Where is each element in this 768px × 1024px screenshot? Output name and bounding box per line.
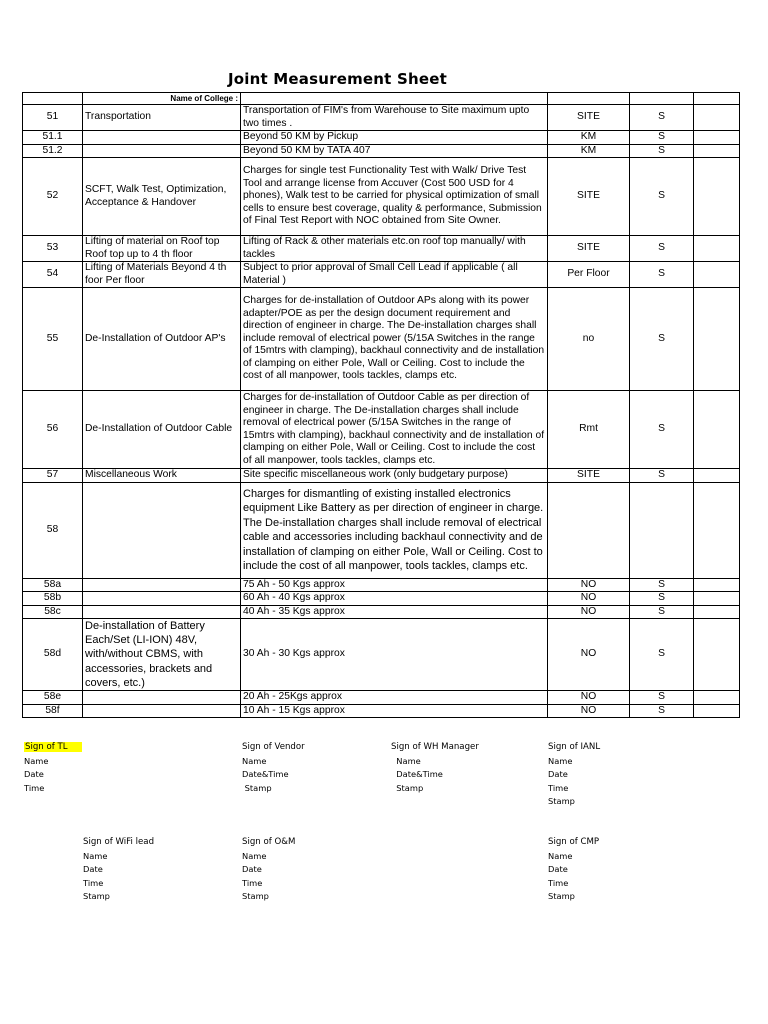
row-extra [694,262,740,288]
table-row [23,288,740,391]
signature-block-cmp [548,836,599,904]
row-unit: NO [548,691,630,705]
row-unit: SITE [548,105,630,131]
row-number: 51.1 [23,131,83,145]
row-code: S [630,391,694,469]
row-unit: KM [548,131,630,145]
signature-title: Sign of IANL [548,742,601,752]
row-item: Lifting of Materials Beyond 4 th foor Per floor [83,262,241,288]
row-number: 57 [23,469,83,483]
signature-field: Stamp [242,782,272,793]
row-extra [694,131,740,145]
row-number: 54 [23,262,83,288]
row-extra [694,691,740,705]
signature-field: Name [24,755,49,766]
page-title: Joint Measurement Sheet [228,70,447,88]
signature-field: Name [242,755,267,766]
table-row [23,578,740,592]
row-extra [694,236,740,262]
row-extra [694,105,740,131]
row-unit: SITE [548,469,630,483]
table-cell [630,93,694,105]
signature-title: Sign of WH Manager [391,742,479,752]
college-value-cell[interactable] [241,93,548,105]
row-extra [694,482,740,578]
table-cell [694,93,740,105]
row-number: 56 [23,391,83,469]
row-extra [694,619,740,691]
row-code [630,482,694,578]
row-number: 52 [23,158,83,236]
signature-block-tl [24,741,82,795]
row-number: 58d [23,619,83,691]
college-label: Name of College : [83,93,241,105]
signature-field: Time [548,877,569,888]
row-code: S [630,144,694,158]
row-number: 55 [23,288,83,391]
row-extra [694,288,740,391]
table-row [23,619,740,691]
table-row [23,592,740,606]
row-unit: SITE [548,158,630,236]
row-extra [694,578,740,592]
row-unit: NO [548,592,630,606]
row-item [83,482,241,578]
signature-field: Stamp [83,891,110,902]
row-item: Lifting of material on Roof top Roof top up to 4 th floor [83,236,241,262]
row-unit: Per Floor [548,262,630,288]
row-unit: no [548,288,630,391]
row-code: S [630,605,694,619]
row-description: Beyond 50 KM by TATA 407 [241,144,548,158]
row-description: Transportation of FIM's from Warehouse to Site maximum upto two times . [241,105,548,131]
row-description: 40 Ah - 35 Kgs approx [241,605,548,619]
row-code: S [630,469,694,483]
row-code: S [630,288,694,391]
row-unit: NO [548,605,630,619]
table-header-row [23,93,740,105]
signature-title: Sign of TL [24,742,82,752]
signature-field: Name [548,755,573,766]
row-description: 75 Ah - 50 Kgs approx [241,578,548,592]
row-description: Lifting of Rack & other materials etc.on roof top manually/ with tackles [241,236,548,262]
row-item: SCFT, Walk Test, Optimization, Acceptance & Handover [83,158,241,236]
signature-title: Sign of WiFi lead [83,837,155,847]
signature-field: Date&Time [391,769,443,780]
row-extra [694,144,740,158]
row-code: S [630,236,694,262]
signature-field: Date [242,864,262,875]
signature-field: Time [83,877,104,888]
row-item: Transportation [83,105,241,131]
row-unit: SITE [548,236,630,262]
row-extra [694,605,740,619]
row-item [83,144,241,158]
table-row [23,391,740,469]
row-extra [694,391,740,469]
row-description: Charges for dismantling of existing installed electronics equipment Like Battery as per direction of engineer in charge. The De-installation charges shall include removal of electrical cable and accessories including backhaul connectivity and de installation of clamping on either Pole, Wall or Ceiling. Cost to include the cost of all manpower, tools tackles, clamps etc. [241,482,548,578]
row-item [83,578,241,592]
signature-field: Time [24,782,45,793]
row-code: S [630,619,694,691]
table-row [23,469,740,483]
row-extra [694,158,740,236]
row-item [83,131,241,145]
row-item [83,592,241,606]
signature-field: Name [548,850,573,861]
signature-field: Date [548,864,568,875]
row-item: De-Installation of Outdoor Cable [83,391,241,469]
signature-block-om [242,836,295,904]
table-row [23,605,740,619]
row-description: Site specific miscellaneous work (only budgetary purpose) [241,469,548,483]
signature-field: Date [24,769,44,780]
signature-field: Stamp [391,782,424,793]
row-number: 58c [23,605,83,619]
signature-title: Sign of CMP [548,837,600,847]
row-extra [694,592,740,606]
table-cell [548,93,630,105]
signature-title: Sign of Vendor [242,742,305,752]
row-unit: NO [548,704,630,718]
row-unit: NO [548,619,630,691]
row-number: 51 [23,105,83,131]
row-description: 30 Ah - 30 Kgs approx [241,619,548,691]
table-row [23,131,740,145]
signature-field: Time [242,877,263,888]
row-unit: NO [548,578,630,592]
row-code: S [630,105,694,131]
row-extra [694,704,740,718]
row-item: De-Installation of Outdoor AP's [83,288,241,391]
table-row [23,236,740,262]
row-description: Beyond 50 KM by Pickup [241,131,548,145]
row-item [83,605,241,619]
signature-field: Date [83,864,103,875]
row-number: 51.2 [23,144,83,158]
row-extra [694,469,740,483]
signature-block-wifi-lead [83,836,154,904]
signature-field: Stamp [548,796,575,807]
table-row [23,262,740,288]
row-unit: KM [548,144,630,158]
row-description: Charges for de-installation of Outdoor Cable as per direction of engineer in charge. The De-installation charges shall include removal of electrical power (5/15A Switches in the range of 15mtrs with clamping), backhaul connectivity and de installation of clamping on either Pole, Wall or Ceiling. Cost to include the cost of all manpower, tools tackles, clamps etc. [241,391,548,469]
measurement-table [22,92,740,718]
signature-field: Date&Time [242,769,289,780]
row-description: Charges for de-installation of Outdoor APs along with its power adapter/POE as per the design document requirement and direction of engineer in charge. The De-installation charges shall include removal of electrical power (5/15A Switches in the range of 15mtrs with clamping), backhaul connectivity and de installation of clamping on either Pole, Wall or Ceiling. Cost to include the cost of all manpower, tools tackles, clamps etc. [241,288,548,391]
row-item [83,704,241,718]
signature-field: Name [242,850,267,861]
row-code: S [630,262,694,288]
row-item [83,691,241,705]
row-code: S [630,131,694,145]
row-number: 58a [23,578,83,592]
row-code: S [630,592,694,606]
signature-block-wh-manager [391,741,479,795]
table-row [23,704,740,718]
table-row [23,144,740,158]
row-item: Miscellaneous Work [83,469,241,483]
signature-title: Sign of O&M [242,837,296,847]
table-row [23,105,740,131]
row-number: 58f [23,704,83,718]
row-number: 58e [23,691,83,705]
row-description: 60 Ah - 40 Kgs approx [241,592,548,606]
row-code: S [630,578,694,592]
signature-field: Name [83,850,108,861]
signature-field: Name [391,755,421,766]
table-cell [23,93,83,105]
table-row [23,158,740,236]
signature-block-vendor [242,741,305,795]
signature-field: Date [548,769,568,780]
row-number: 58b [23,592,83,606]
row-description: 20 Ah - 25Kgs approx [241,691,548,705]
row-number: 53 [23,236,83,262]
row-description: Subject to prior approval of Small Cell Lead if applicable ( all Material ) [241,262,548,288]
signature-field: Stamp [242,891,269,902]
row-code: S [630,704,694,718]
table-row [23,482,740,578]
row-code: S [630,691,694,705]
table-row [23,691,740,705]
row-description: 10 Ah - 15 Kgs approx [241,704,548,718]
row-item: De-installation of Battery Each/Set (LI-ION) 48V, with/without CBMS, with accessories, brackets and covers, etc.) [83,619,241,691]
row-unit [548,482,630,578]
signature-field: Stamp [548,891,575,902]
row-unit: Rmt [548,391,630,469]
signature-field: Time [548,782,569,793]
row-code: S [630,158,694,236]
row-number: 58 [23,482,83,578]
signature-block-ianl [548,741,600,809]
row-description: Charges for single test Functionality Test with Walk/ Drive Test Tool and arrange license from Accuver (Cost 500 USD for 4 phones), Walk test to be carried for physical optimization of small cells to ensure best coverage, quality & performance, Submission of Final Test Report with NOC obtained from Site Owner. [241,158,548,236]
